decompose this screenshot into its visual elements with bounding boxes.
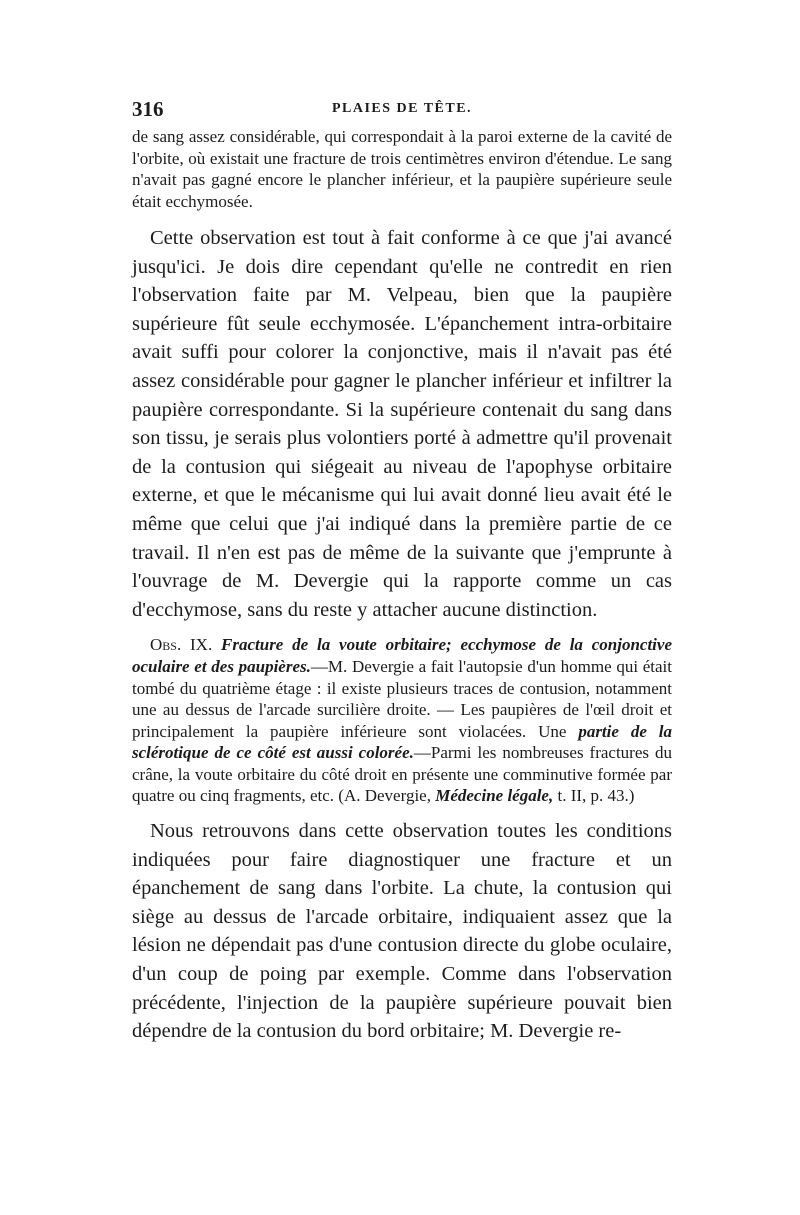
page-number: 316 (132, 97, 164, 121)
paragraph-discussion: Cette observation est tout à fait conforme à ce que j'ai avancé jusqu'ici. Je dois dire cependant qu'elle ne contredit en rien l'observation faite par M. Velpeau, bien que la paupière supérieure fût seule ecchymosée. L'épanchement intra-orbitaire avait suffi pour colorer la conjonctive, mais il n'avait pas été assez considérable pour gagner le plancher inférieur et infiltrer la paupière correspondante. Si la supérieure contenait du sang dans son tissu, je serais plus volontiers porté à admettre qu'il provenait de la contusion qui siégeait au niveau de l'apophyse orbitaire externe, et que le mécanisme qui lui avait donné lieu avait été le même que celui que j'ai indiqué dans la première partie de ce travail. Il n'en est pas de même de la suivante que j'emprunte à l'ouvrage de M. Devergie qui la rapporte comme un cas d'ecchymose, sans du reste y attacher aucune distinction. (132, 227, 672, 621)
page-header (132, 97, 672, 123)
page-body (132, 126, 672, 1046)
observation-emphasis: partie de la sclérotique de ce côté est aussi colorée. (132, 721, 672, 763)
paragraph-continuation: de sang assez considérable, qui correspondait à la paroi externe de la cavité de l'orbite, où existait une fracture de trois centimètres environ d'étendue. Le sang n'avait pas gagné encore le plancher inférieur, et la paupière supérieure seule était ecchymosée. (132, 127, 672, 211)
observation-text-1: —M. Devergie a fait l'autopsie d'un homme qui était tombé du quatrième étage : il existe plusieurs traces de contusion, notamment une au dessus de l'arcade surcilière droite. — Les paupières de l'œil droit et principalement la paupière inférieure sont violacées. Une (132, 656, 673, 741)
observation-text-3: t. II, p. 43.) (553, 786, 635, 806)
observation-ix (132, 634, 672, 807)
running-head: PLAIES DE TÊTE. (331, 101, 473, 116)
observation-title: Fracture de la voute orbitaire; ecchymose de la conjonctive oculaire et des paupières. (132, 635, 672, 676)
observation-label: Obs. IX. (150, 635, 213, 655)
observation-text-2: —Parmi les nombreuses fractures du crâne, la voute orbitaire du côté droit en présente une comminutive formée par quatre ou cinq fragments, etc. (A. Devergie, (132, 743, 672, 806)
paragraph-analysis: Nous retrouvons dans cette observation toutes les conditions indiquées pour faire diagnostiquer une fracture et un épanchement de sang dans l'orbite. La chute, la contusion qui siège au dessus de l'arcade orbitaire, indiquaient assez que la lésion ne dépendait pas d'une contusion directe du globe oculaire, d'un coup de poing par exemple. Comme dans l'observation précédente, l'injection de la paupière supérieure pouvait bien dépendre de la contusion du bord orbitaire; M. Devergie re- (132, 820, 672, 1043)
book-title: Médecine légale, (435, 786, 554, 806)
